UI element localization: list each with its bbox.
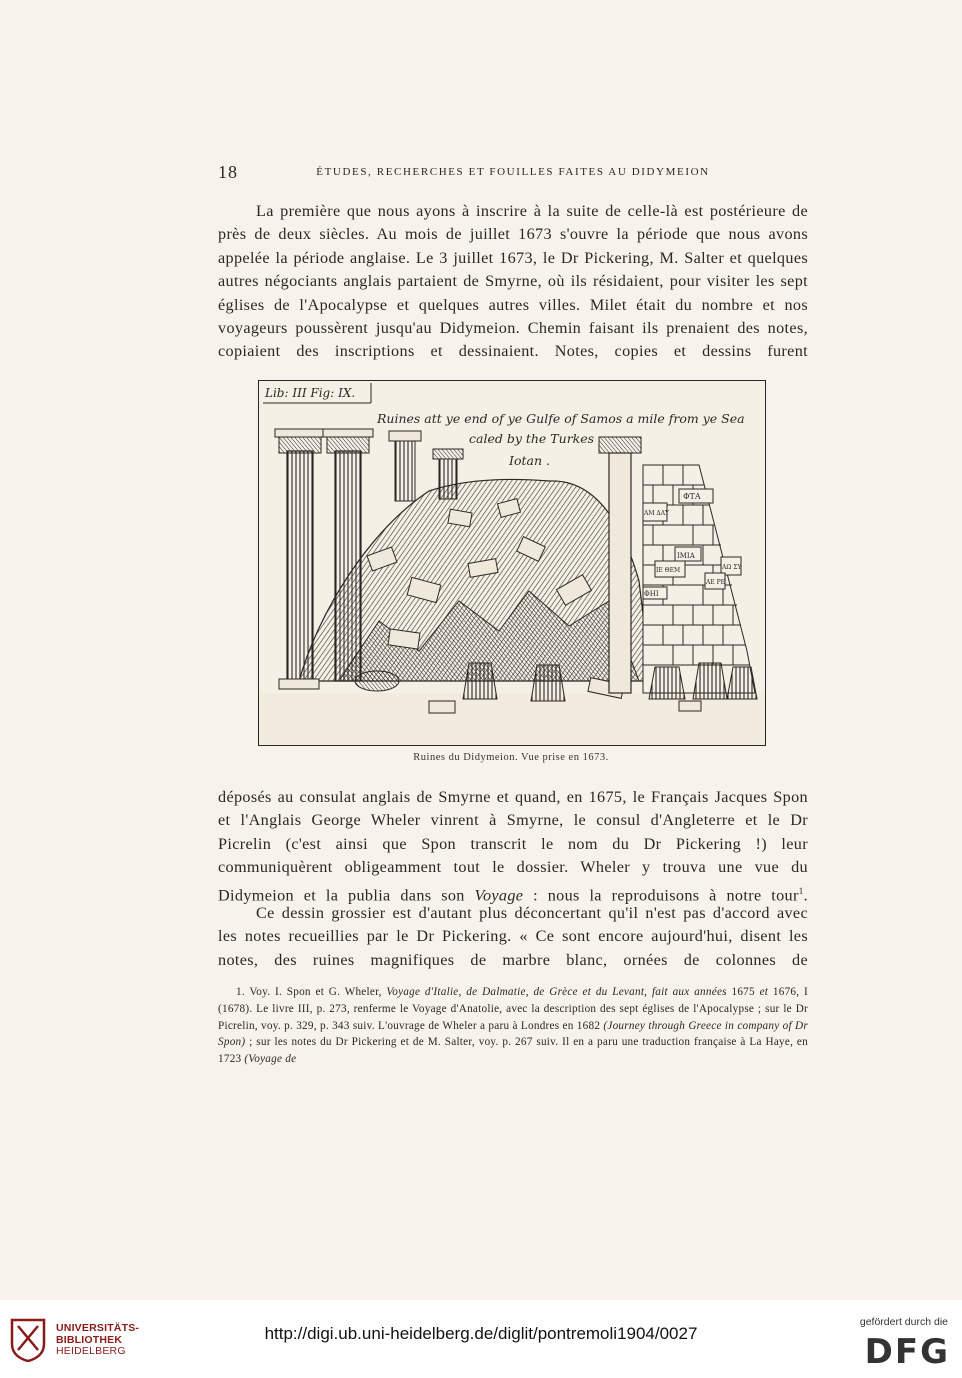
figure-title-line3: Iotan . xyxy=(509,453,550,468)
inscription-1: ΦΤΑ xyxy=(683,492,701,501)
inscription-7: ΦΗΙ xyxy=(644,590,659,598)
paragraph-2-end: . xyxy=(803,886,808,905)
inscription-5: ΑΩ ΣΥ xyxy=(722,564,742,571)
footnote-1-italic-3: (Journey through Greece in company of Dr Spon) xyxy=(218,1019,808,1049)
footnote-1-italic-4: (Voyage de xyxy=(244,1053,297,1066)
document-url[interactable]: http://digi.ub.uni-heidelberg.de/diglit/pontremoli1904/0027 xyxy=(264,1324,698,1343)
paragraph-2 xyxy=(218,786,808,907)
footnote-1-italic-2: et xyxy=(759,986,769,998)
funded-by-label: gefördert durch die xyxy=(859,1316,948,1328)
engraving-figure xyxy=(258,380,766,746)
paragraph-2-italic: Voyage xyxy=(474,886,524,905)
footnote-1-italic-1: Voyage d'Italie, de Dalmatie, de Grèce et du Levant, fait aux années xyxy=(386,986,727,998)
footer-bar xyxy=(0,1300,962,1378)
footnote-1 xyxy=(218,984,808,1068)
paragraph-3: Ce dessin grossier est d'autant plus déconcertant qu'il n'est pas d'accord avec les notes recueillies par le Dr Pickering. « Ce sont encore aujourd'hui, disent les notes, des ruines magnifiques de marbre blanc, ornées de colonnes de xyxy=(218,904,808,969)
dfg-logo[interactable]: DFG xyxy=(864,1332,950,1372)
page-header xyxy=(218,162,808,182)
footnote-1-a: 1. Voy. I. Spon et G. Wheler, xyxy=(236,986,387,998)
footnote-1-b: 1675 xyxy=(726,986,760,998)
uni-line-2: BIBLIOTHEK xyxy=(56,1333,123,1346)
inscription-3: ΙΜΙΑ xyxy=(677,552,695,560)
paragraph-1: La première que nous ayons à inscrire à la suite de celle-là est postérieure de près de deux siècles. Au mois de juillet 1673 s'ouvre la période que nous avons appelée la période anglaise. Le 3 juillet 1673, le Dr Pickering, M. Salter et quelques autres négociants anglais partaient de Smyrne, où ils résidaient, pour visiter les sept églises de l'Apocalypse et quelques autres villes. Milet était du nombre et nos voyageurs poussèrent jusqu'au Didymeion. Chemin faisant ils prenaient des notes, copiaient des inscriptions et dessinaient. Notes, copies et dessins furent xyxy=(218,202,808,361)
footnote-1-c: 1676, I (1678). Le livre III, p. 273, renferme le Voyage d'Anatolie, avec la description des sept églises de l'Apocalypse ; sur le Dr Picrelin, voy. p. 329, p. 343 suiv. L'ouvrage de Wheler a paru à Londres en 1682 xyxy=(218,986,809,1032)
footnote-1-d: ; sur les notes du Dr Pickering et de M. Salter, voy. p. 267 suiv. Il en a paru une traduction française à La Haye, en 1723 xyxy=(218,1036,808,1066)
figure-label: Lib: III Fig: IX. xyxy=(265,386,356,400)
page-number: 18 xyxy=(218,162,238,182)
figure-title-line2: caled by the Turkes xyxy=(469,431,595,446)
uni-line-3: HEIDELBERG xyxy=(56,1345,126,1357)
paragraph-2-text-b: : nous la reproduisons à notre tour xyxy=(523,886,799,905)
footnote-ref[interactable]: 1 xyxy=(798,885,804,896)
inscription-4: ΙΕ ΘΕΜ xyxy=(656,567,681,574)
figure-caption: Ruines du Didymeion. Vue prise en 1673. xyxy=(413,752,609,763)
running-title: ÉTUDES, RECHERCHES ET FOUILLES FAITES AU DIDYMEION xyxy=(316,166,710,178)
footnotes xyxy=(218,984,808,1068)
ruins-engraving xyxy=(259,381,765,745)
figure-title-line1: Ruines att ye end of ye Gulfe of Samos a mile from ye Sea xyxy=(377,411,745,426)
inscription-6: ΑΕ ΡΕ xyxy=(706,579,726,586)
inscription-2: ΑΜ ΔΑΥ xyxy=(644,510,670,517)
uni-line-1: UNIVERSITÄTS- xyxy=(56,1322,140,1334)
paragraph-2-text-a: déposés au consulat anglais de Smyrne et quand, en 1675, le Français Jacques Spon et l'Anglais George Wheler vinrent à Smyrne, le consul d'Angleterre et le Dr Picrelin (c'est ainsi que Spon transcrit le nom du Dr Pickering !) leur communiquèrent obligeamment tout le dossier. Wheler y trouva une vue du Didymeion et la publia dans son xyxy=(218,788,808,905)
